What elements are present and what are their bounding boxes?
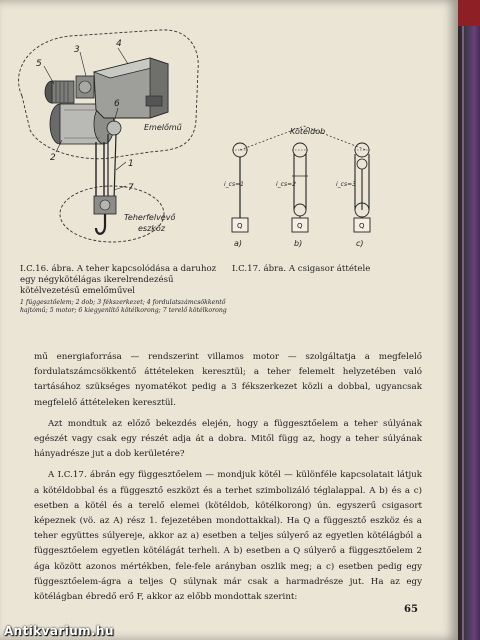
label-eszkoz: eszköz <box>138 224 166 233</box>
label-teherfelvevo: Teherfelvevő <box>124 213 176 222</box>
paragraph-1: mű energiaforrása — rendszerint villamos motor — szolgáltatja a megfelelő fordulatszámcsökkentő áttételeken keresztül; a teher felemelt helyzetében való tartásához szükséges nyomatékot pedig a 3 fékszerkezet közli a dobbal, ugyancsak megfelelő áttételeken keresztül. <box>34 352 422 408</box>
label-a: a) <box>234 239 243 248</box>
callout-5: 5 <box>36 59 42 69</box>
callout-2: 2 <box>50 153 56 163</box>
figure-16-caption <box>20 264 232 315</box>
label-b: b) <box>294 239 303 248</box>
spine-pinline <box>462 0 464 640</box>
figure-16-caption-title: I.C.16. ábra. A teher kapcsolódása a daruhoz egy négykötélágas ikerelrendezésű kötélvezetésű emelőművel <box>20 264 217 296</box>
label-koteldob: Kötéldob <box>290 127 326 136</box>
paragraph-2: Azt mondtuk az előző bekezdés elején, hogy a függesztőelem a teher súlyának egészét vagy csak egy részét adja át a dobra. Mitől függ az, hogy a teher súlyának hányadrésze jut a dob kerületére? <box>34 418 422 460</box>
label-emelomu: Emelőmű <box>144 123 182 132</box>
ratio-b: i_cs=2 <box>276 181 296 188</box>
spine-cap <box>458 0 480 26</box>
callout-1: 1 <box>128 159 134 169</box>
body-text <box>34 350 422 605</box>
pulley-case-c <box>354 143 370 232</box>
watermark: Antikvarium.hu <box>4 624 114 638</box>
page-number: 65 <box>404 604 418 615</box>
figure-17-caption-title: I.C.17. ábra. A csigasor áttétele <box>232 264 371 274</box>
ratio-c: i_cs=3 <box>336 181 356 188</box>
callout-6: 6 <box>114 99 120 109</box>
book-spine-edge <box>458 0 480 640</box>
paragraph-3: A I.C.17. ábrán egy függesztőelem — mondjuk kötél — különféle kapcsolatait látjuk a kötéldobbal és a függesztő eszközt és a terhet szimbolizáló téglalappal. A b) és a c) esetben a kötél és a terelő elemei (kötéldob, kötélkorong) ún. egyszerű csigasort képeznek (vö. az A) rész 1. fejezetében mondottakkal). Ha Q a függesztő eszköz és a teher együttes súlyereje, akkor az a) esetben a teljes súlyerő az egyetlen kötélágból a függesztőelem egyetlen kötélágát terheli. A b) esetben a Q súlyerő a függesztőelem 2 ága között azonos mértékben, fele-fele arányban oszlik meg; a c) esetben pedig egy függesztőelem-ágra a teljes Q súlynak már csak a harmadrésze jut. Ha az egy kötélágban ébredő erő F, akkor az előbb mondottak szerint: <box>34 470 422 603</box>
figure-16-caption-legend: 1 függesztőelem; 2 dob; 3 fékszerkezet; 4 fordulatszámcsökkentő hajtómű; 5 motor; 6 kiegyenlítő kötélkorong; 7 terelő kötélkorong <box>20 299 227 314</box>
callout-4: 4 <box>116 39 122 49</box>
label-c: c) <box>356 239 364 248</box>
figure-17-caption <box>232 264 432 275</box>
load-c: Q <box>359 222 365 230</box>
callout-3: 3 <box>74 45 80 55</box>
ratio-a: i_cs=1 <box>224 181 244 188</box>
load-b: Q <box>297 222 303 230</box>
load-a: Q <box>237 222 243 230</box>
figure-17-diagram <box>0 0 458 262</box>
callout-7: 7 <box>128 183 134 193</box>
